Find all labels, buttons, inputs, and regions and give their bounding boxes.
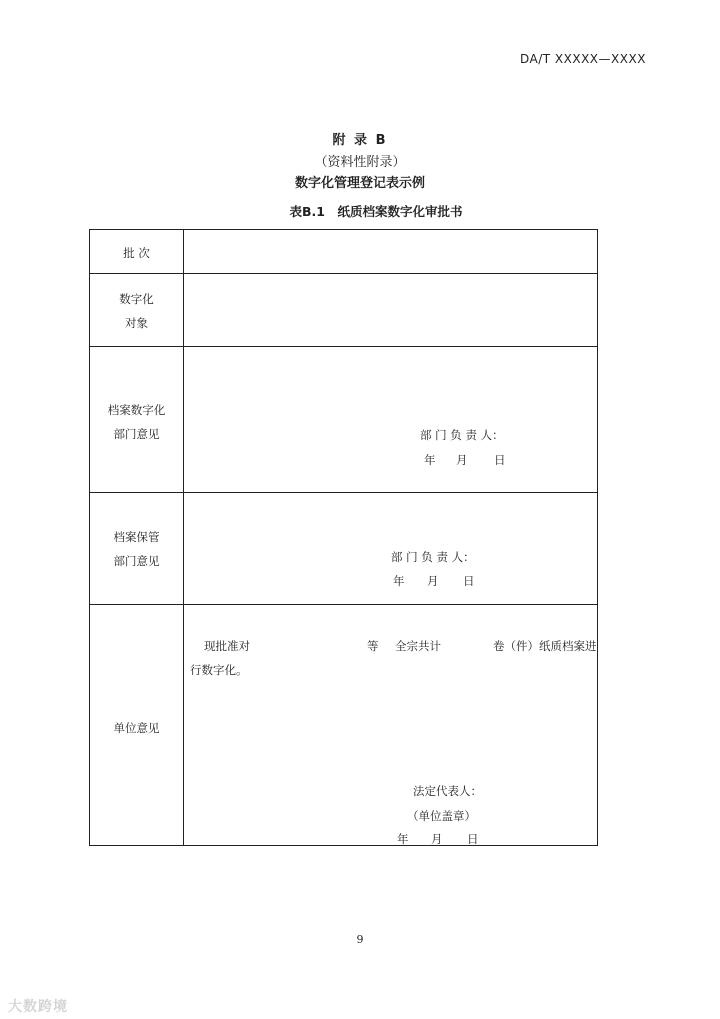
date-day: 日 — [494, 453, 506, 467]
date-month: 月 — [431, 832, 443, 846]
date-day: 日 — [467, 832, 479, 846]
date-year: 年 — [424, 453, 436, 467]
page-number: 9 — [356, 933, 364, 946]
custody-dept-label: 档案保管 部门意见 — [113, 530, 160, 568]
batch-label: 批 次 — [123, 246, 150, 260]
object-label: 数字化 对象 — [119, 292, 154, 330]
appendix-subtitle: 数字化管理登记表示例 — [294, 176, 425, 191]
legal-representative: 法定代表人： — [413, 784, 482, 798]
digitization-dept-field[interactable] — [184, 347, 597, 492]
date-year: 年 — [393, 574, 405, 588]
unit-opinion-label: 单位意见 — [113, 721, 160, 735]
custody-dept-signer: 部 门 负 责 人： — [391, 550, 475, 564]
watermark: 大数跨境 — [8, 999, 68, 1015]
date-month: 月 — [427, 574, 439, 588]
table-caption: 表B.1 纸质档案数字化审批书 — [289, 204, 463, 219]
date-year: 年 — [397, 832, 409, 846]
document-code: DA/T XXXXX—XXXX — [520, 52, 646, 66]
approval-form-table — [89, 229, 598, 846]
digitization-dept-label: 档案数字化 部门意见 — [107, 403, 166, 441]
approval-text-part3: 全宗共计 — [395, 639, 441, 653]
date-day: 日 — [463, 574, 475, 588]
date-month: 月 — [456, 453, 468, 467]
unit-seal: （单位盖章） — [407, 809, 476, 823]
appendix-note: （资料性附录） — [314, 155, 406, 170]
approval-text-part2: 等 — [367, 639, 379, 653]
object-field[interactable] — [184, 274, 597, 346]
appendix-title: 附 录 B — [332, 133, 388, 148]
row-divider — [90, 604, 597, 605]
digitization-dept-signer: 部 门 负 责 人： — [420, 428, 504, 442]
approval-text-line2: 行数字化。 — [190, 663, 248, 677]
approval-text-part4: 卷（件）纸质档案进 — [493, 639, 597, 653]
approval-text-part1: 现批准对 — [204, 639, 250, 653]
batch-field[interactable] — [184, 231, 597, 273]
